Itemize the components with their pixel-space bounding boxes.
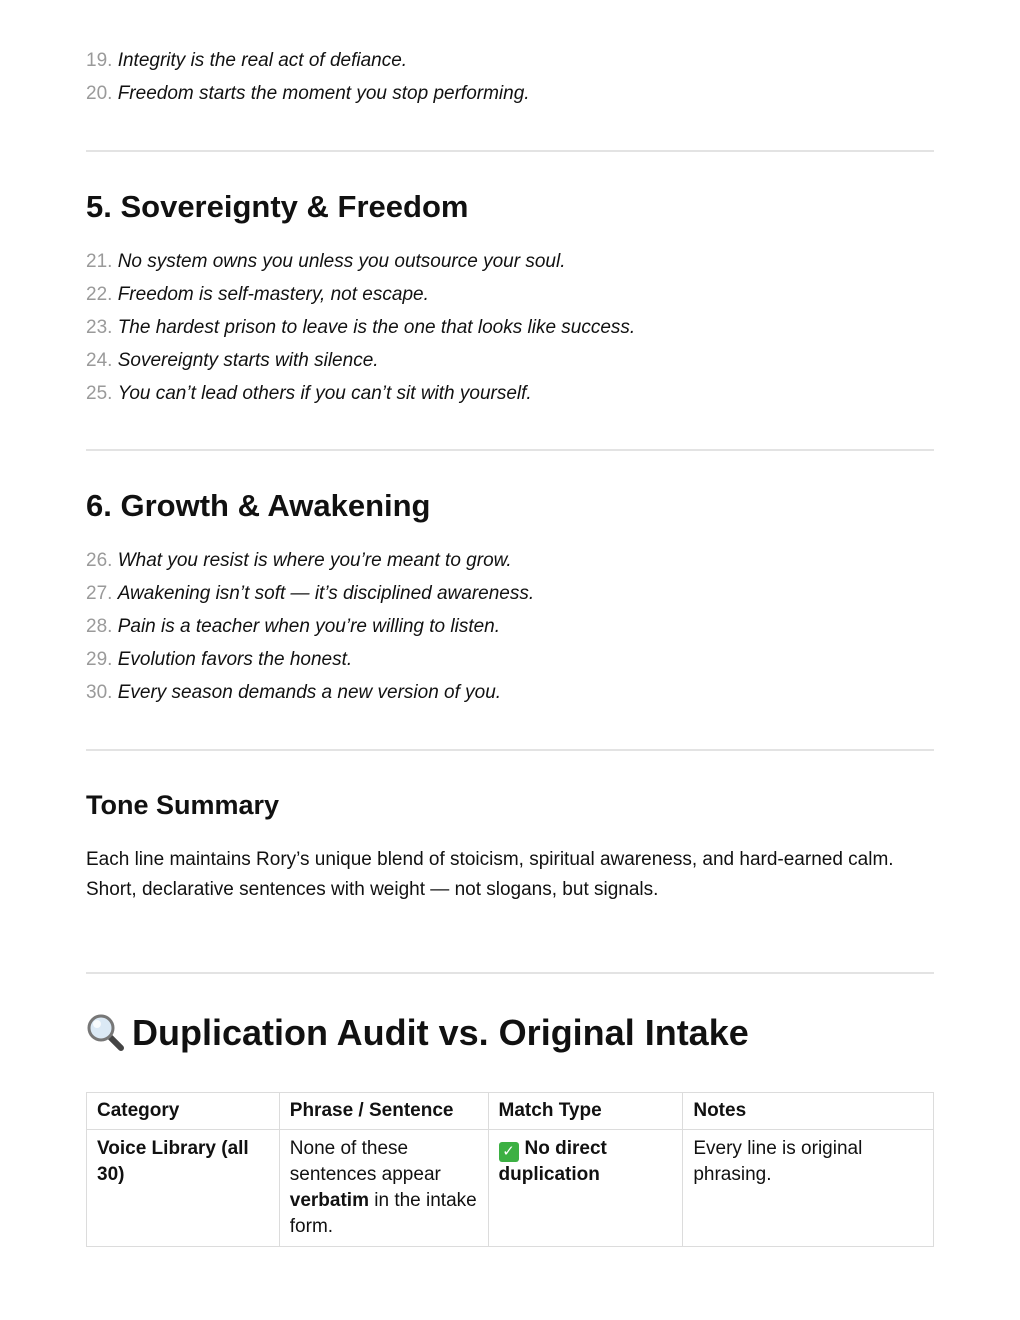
item-text: Every season demands a new version of you. <box>117 682 502 703</box>
list-item <box>86 311 635 344</box>
notes-cell: Every line is original phrasing. <box>683 1130 934 1247</box>
section6-list <box>86 544 534 709</box>
item-text: No system owns you unless you outsource your soul. <box>117 251 566 272</box>
list-item <box>86 377 635 410</box>
list-item <box>86 577 534 610</box>
item-number: 22. <box>86 284 113 305</box>
table-header-row <box>87 1093 934 1130</box>
item-text: What you resist is where you’re meant to grow. <box>117 550 512 571</box>
tone-summary-heading: Tone Summary <box>86 790 280 820</box>
item-text: You can’t lead others if you can’t sit with yourself. <box>117 383 532 404</box>
item-number: 25. <box>86 383 113 404</box>
item-text: Freedom starts the moment you stop performing. <box>117 83 530 104</box>
phrase-text: in the intake form. <box>289 1190 477 1237</box>
section4-list <box>86 44 530 110</box>
item-text: The hardest prison to leave is the one that looks like success. <box>117 317 636 338</box>
list-item <box>86 610 534 643</box>
item-number: 29. <box>86 649 113 670</box>
phrase-emphasis: verbatim <box>289 1190 369 1211</box>
match-type-cell <box>488 1130 683 1247</box>
list-item <box>86 676 534 709</box>
magnifying-glass-icon <box>86 1013 126 1053</box>
audit-heading <box>86 1012 749 1054</box>
divider <box>86 749 934 751</box>
tone-summary-text <box>86 845 934 905</box>
item-number: 21. <box>86 251 113 272</box>
category-cell: Voice Library (all 30) <box>87 1130 280 1247</box>
list-item <box>86 278 635 311</box>
table-row <box>87 1130 934 1247</box>
section6-heading: 6. Growth & Awakening <box>86 488 431 523</box>
phrase-text: None of these sentences appear <box>289 1138 441 1185</box>
list-item <box>86 344 635 377</box>
column-header: Notes <box>683 1093 934 1130</box>
item-text: Pain is a teacher when you’re willing to listen. <box>117 616 501 637</box>
section5-heading: 5. Sovereignty & Freedom <box>86 189 469 224</box>
item-text: Freedom is self-mastery, not escape. <box>117 284 429 305</box>
tone-line-1: Each line maintains Rory’s unique blend of stoicism, spiritual awareness, and hard-earned calm. <box>86 849 894 870</box>
column-header: Phrase / Sentence <box>279 1093 488 1130</box>
item-text: Awakening isn’t soft — it’s disciplined awareness. <box>117 583 535 604</box>
item-number: 24. <box>86 350 113 371</box>
item-number: 19. <box>86 50 113 71</box>
item-number: 23. <box>86 317 113 338</box>
divider <box>86 972 934 974</box>
audit-table <box>86 1092 934 1247</box>
list-item <box>86 643 534 676</box>
column-header: Category <box>87 1093 280 1130</box>
item-text: Sovereignty starts with silence. <box>117 350 379 371</box>
list-item <box>86 544 534 577</box>
item-text: Integrity is the real act of defiance. <box>117 50 408 71</box>
item-number: 30. <box>86 682 113 703</box>
divider <box>86 150 934 152</box>
column-header: Match Type <box>488 1093 683 1130</box>
tone-line-2: Short, declarative sentences with weight — not slogans, but signals. <box>86 879 659 900</box>
audit-title: Duplication Audit vs. Original Intake <box>132 1012 749 1053</box>
item-number: 20. <box>86 83 113 104</box>
item-number: 28. <box>86 616 113 637</box>
item-number: 26. <box>86 550 113 571</box>
match-type-text: No direct duplication <box>498 1138 607 1185</box>
check-mark-icon: ✓ <box>499 1142 519 1162</box>
divider <box>86 449 934 451</box>
list-item <box>86 245 635 278</box>
phrase-cell <box>279 1130 488 1247</box>
list-item <box>86 77 530 110</box>
item-text: Evolution favors the honest. <box>117 649 353 670</box>
item-number: 27. <box>86 583 113 604</box>
list-item <box>86 44 530 77</box>
section5-list <box>86 245 635 410</box>
